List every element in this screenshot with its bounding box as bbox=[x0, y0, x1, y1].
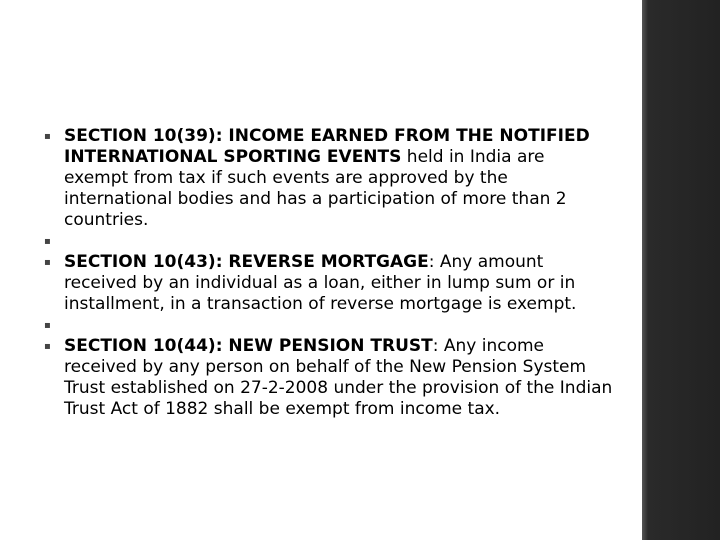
bullet-icon: ▪ bbox=[44, 131, 51, 142]
bullet-icon: ▪ bbox=[44, 236, 51, 247]
item-heading: SECTION 10(44): NEW PENSION TRUST bbox=[64, 336, 433, 356]
bullet-icon: ▪ bbox=[44, 320, 51, 331]
item-heading: SECTION 10(39): INCOME EARNED FROM THE NOTIFIED INTERNATIONAL SPORTING EVENTS bbox=[64, 126, 590, 167]
bullet-icon: ▪ bbox=[44, 257, 51, 268]
empty-list-item bbox=[44, 315, 614, 336]
list-item-section-10-44 bbox=[44, 336, 614, 420]
list-item-section-10-39 bbox=[44, 126, 614, 231]
decorative-sidebar bbox=[642, 0, 720, 540]
item-body: held in India are exempt from tax if such events are approved by the international bodies and has a participation of more than 2 countries. bbox=[64, 147, 567, 230]
item-body: : Any income received by any person on behalf of the New Pension System Trust established on 27-2-2008 under the provision of the Indian Trust Act of 1882 shall be exempt from income tax. bbox=[64, 336, 613, 419]
empty-list-item bbox=[44, 231, 614, 252]
list-item-section-10-43 bbox=[44, 252, 614, 315]
item-body: : Any amount received by an individual as a loan, either in lump sum or in installment, in a transaction of reverse mortgage is exempt. bbox=[64, 252, 577, 314]
item-heading: SECTION 10(43): REVERSE MORTGAGE bbox=[64, 252, 429, 272]
bullet-icon: ▪ bbox=[44, 341, 51, 352]
bullet-list bbox=[44, 126, 614, 420]
